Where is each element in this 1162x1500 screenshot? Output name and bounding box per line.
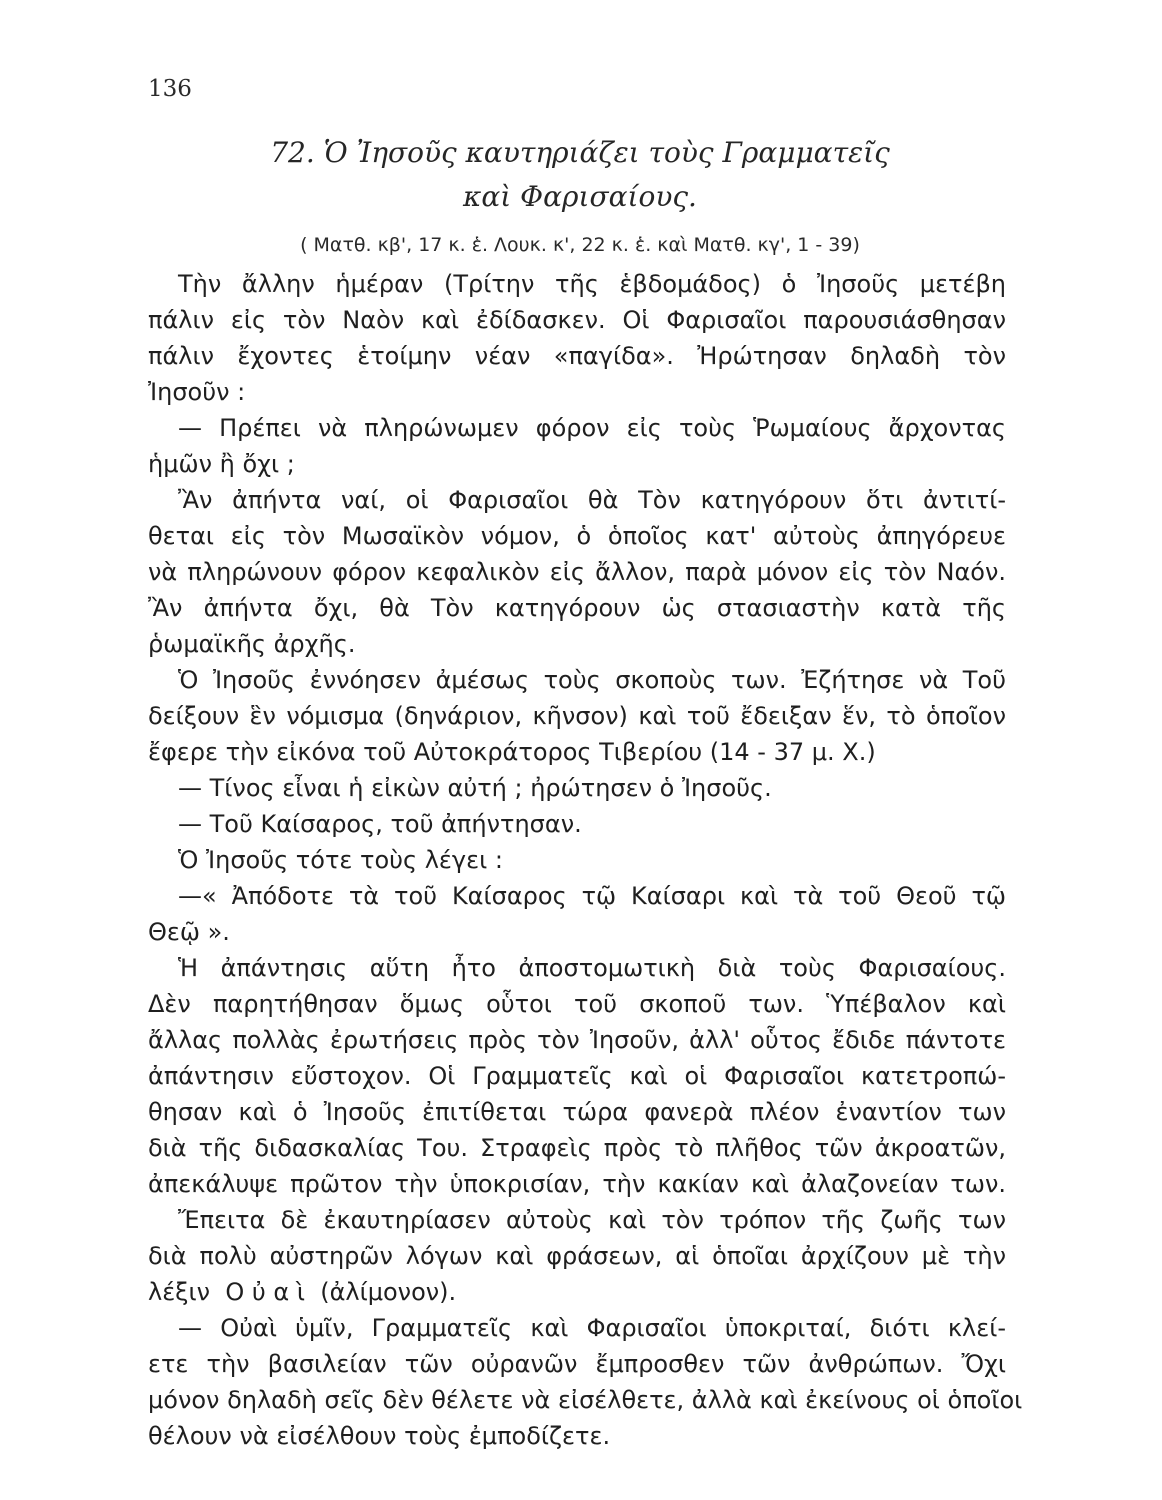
text-line: — Οὐαὶ ὑμῖν, Γραμματεῖς καὶ Φαρισαῖοι ὑποκριταί, διότι κλεί- <box>178 1314 1006 1342</box>
text-line: ἡμῶν ἢ ὄχι ; <box>148 450 295 478</box>
text-line: Τὴν ἄλλην ἡμέραν (Τρίτην τῆς ἑβδομάδος) ὁ Ἰησοῦς μετέβη <box>178 270 1006 298</box>
scripture-reference: ( Ματθ. κβ', 17 κ. ἑ. Λουκ. κ', 22 κ. ἑ. καὶ Ματθ. κγ', 1 - 39) <box>300 234 860 256</box>
text-line: δείξουν ἓν νόμισμα (δηνάριον, κῆνσον) καὶ τοῦ ἔδειξαν ἕν, τὸ ὁποῖον <box>148 702 1006 730</box>
text-line: Ἔπειτα δὲ ἐκαυτηρίασεν αὐτοὺς καὶ τὸν τρόπον τῆς ζωῆς των <box>178 1206 1006 1234</box>
text-line: Ἡ ἀπάντησις αὕτη ἦτο ἀποστομωτικὴ διὰ τοὺς Φαρισαίους. <box>178 954 1006 982</box>
text-line: Ὁ Ἰησοῦς ἐννόησεν ἀμέσως τοὺς σκοποὺς των. Ἐζήτησε νὰ Τοῦ <box>178 666 1006 694</box>
chapter-title-line-1: 72. Ὁ Ἰησοῦς καυτηριάζει τοὺς Γραμματεῖς <box>270 136 890 169</box>
text-line: —« Ἀπόδοτε τὰ τοῦ Καίσαρος τῷ Καίσαρι καὶ τὰ τοῦ Θεοῦ τῷ <box>178 882 1006 910</box>
text-line: ἀπεκάλυψε πρῶτον τὴν ὑποκρισίαν, τὴν κακίαν καὶ ἀλαζονείαν των. <box>148 1170 1006 1198</box>
text-line: λέξιν Ο ὐ α ὶ (ἀλίμονον). <box>148 1278 457 1306</box>
text-line: διὰ τῆς διδασκαλίας Του. Στραφεὶς πρὸς τὸ πλῆθος τῶν ἀκροατῶν, <box>148 1134 1006 1162</box>
text-line: Ἰησοῦν : <box>148 378 246 406</box>
text-line: Ἂν ἀπήντα ναί, οἱ Φαρισαῖοι θὰ Τὸν κατηγόρουν ὅτι ἀντιτί- <box>178 486 1006 514</box>
text-line: — Τοῦ Καίσαρος, τοῦ ἀπήντησαν. <box>178 810 582 838</box>
text-line: ἀπάντησιν εὔστοχον. Οἱ Γραμματεῖς καὶ οἱ Φαρισαῖοι κατετροπώ- <box>148 1062 1006 1090</box>
text-line: Δὲν παρητήθησαν ὅμως οὗτοι τοῦ σκοποῦ των. Ὑπέβαλον καὶ <box>148 990 1006 1018</box>
text-line: θησαν καὶ ὁ Ἰησοῦς ἐπιτίθεται τώρα φανερὰ πλέον ἐναντίον των <box>148 1098 1006 1126</box>
text-line: — Τίνος εἶναι ἡ εἰκὼν αὐτή ; ἠρώτησεν ὁ Ἰησοῦς. <box>178 774 772 802</box>
text-line: Ὁ Ἰησοῦς τότε τοὺς λέγει : <box>178 846 503 874</box>
text-line: — Πρέπει νὰ πληρώνωμεν φόρον εἰς τοὺς Ῥωμαίους ἄρχοντας <box>178 414 1006 442</box>
text-line: πάλιν εἰς τὸν Ναὸν καὶ ἐδίδασκεν. Οἱ Φαρισαῖοι παρουσιάσθησαν <box>148 306 1006 334</box>
text-line: πάλιν ἔχοντες ἑτοίμην νέαν «παγίδα». Ἠρώτησαν δηλαδὴ τὸν <box>148 342 1006 370</box>
text-line: μόνον δηλαδὴ σεῖς δὲν θέλετε νὰ εἰσέλθετε, ἀλλὰ καὶ ἐκείνους οἱ ὁποῖοι <box>148 1386 1023 1414</box>
text-line: Θεῷ ». <box>148 918 230 946</box>
text-line: ἔφερε τὴν εἰκόνα τοῦ Αὐτοκράτορος Τιβερίου (14 - 37 μ. Χ.) <box>148 738 876 766</box>
text-line: ετε τὴν βασιλείαν τῶν οὐρανῶν ἔμπροσθεν τῶν ἀνθρώπων. Ὄχι <box>148 1350 1006 1378</box>
text-line: διὰ πολὺ αὐστηρῶν λόγων καὶ φράσεων, αἱ ὁποῖαι ἀρχίζουν μὲ τὴν <box>148 1242 1006 1270</box>
page-number: 136 <box>148 76 192 102</box>
text-line: θεται εἰς τὸν Μωσαϊκὸν νόμον, ὁ ὁποῖος κατ' αὐτοὺς ἀπηγόρευε <box>148 522 1006 550</box>
text-line: Ἂν ἀπήντα ὄχι, θὰ Τὸν κατηγόρουν ὡς στασιαστὴν κατὰ τῆς <box>148 594 1006 622</box>
chapter-title-line-2: καὶ Φαρισαίους. <box>463 180 697 213</box>
text-line: ῥωμαϊκῆς ἀρχῆς. <box>148 630 356 658</box>
text-line: νὰ πληρώνουν φόρον κεφαλικὸν εἰς ἄλλον, παρὰ μόνον εἰς τὸν Ναόν. <box>148 558 1006 586</box>
text-line: ἄλλας πολλὰς ἐρωτήσεις πρὸς τὸν Ἰησοῦν, ἀλλ' οὗτος ἔδιδε πάντοτε <box>148 1026 1006 1054</box>
text-line: θέλουν νὰ εἰσέλθουν τοὺς ἐμποδίζετε. <box>148 1422 611 1450</box>
